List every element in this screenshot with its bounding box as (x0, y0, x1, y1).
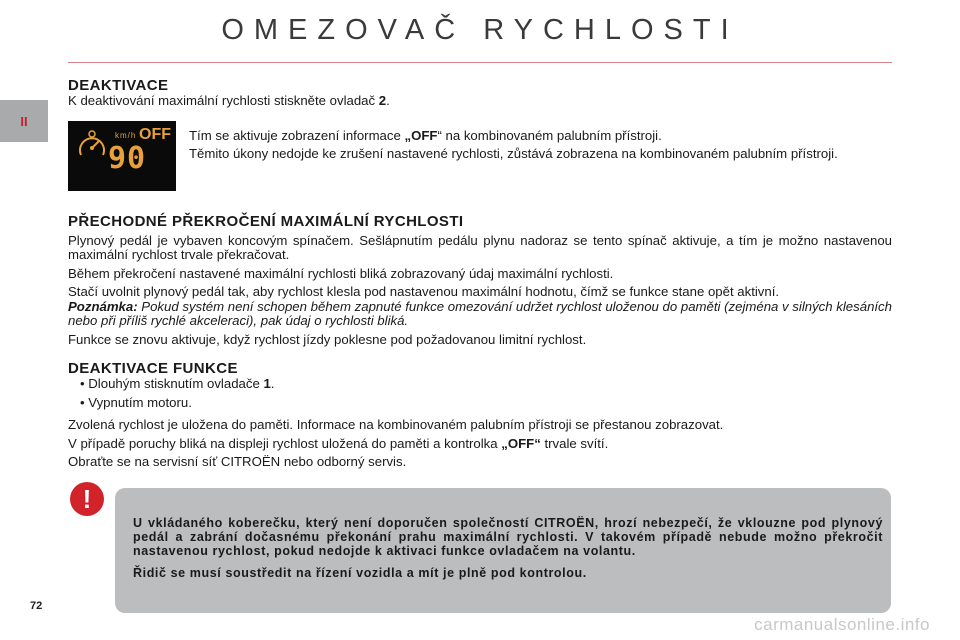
main-content (68, 77, 892, 470)
deaktivace-p1: Tím se aktivuje zobrazení informace „OFF“ na kombinovaném palubním přístroji. (189, 127, 662, 143)
prechodne-p3: Stačí uvolnit plynový pedál tak, aby rychlost klesla pod nastavenou maximální hodnotu, čímž se funkce stane opět aktivní. (68, 284, 780, 299)
warning-icon: ! (70, 482, 104, 516)
section-heading-prechodne: PŘECHODNÉ PŘEKROČENÍ MAXIMÁLNÍ RYCHLOSTI (68, 212, 464, 230)
section-heading-deaktivace: DEAKTIVACE (68, 77, 169, 94)
bullet-item: • Dlouhým stisknutím ovladače 1. (80, 376, 275, 391)
page-number: 72 (30, 600, 43, 612)
deaktivace-funkce-p2: V případě poruchy bliká na displeji rychlost uložená do paměti a kontrolka „OFF“ trvale svítí. (68, 435, 609, 451)
instrument-display (68, 121, 176, 191)
speed-unit-label: km/h (115, 130, 137, 140)
speedometer-icon (75, 129, 109, 163)
page-title: OMEZOVAČ RYCHLOSTI (221, 14, 739, 46)
prechodne-p2: Během překročení nastavené maximální rychlosti bliká zobrazovaný údaj maximální rychlosti. (68, 265, 614, 281)
warning-p2: Řidič se musí soustředit na řízení vozidla a mít je plně pod kontrolou. (133, 566, 587, 580)
deaktivace-description (189, 121, 892, 191)
warning-box (115, 488, 891, 613)
watermark: carmanualsonline.info (754, 615, 930, 634)
section-heading-deaktivace-funkce: DEAKTIVACE FUNKCE (68, 360, 238, 377)
prechodne-p1: Plynový pedál je vybaven koncovým spínačem. Sešlápnutím pedálu plynu nadoraz se tento spínač aktivuje, a tím je možno nastavenou maximální rychlost trvale překračovat. (68, 232, 892, 262)
title-divider (68, 62, 892, 63)
deaktivace-p2: Těmito úkony nedojde ke zrušení nastavené rychlosti, zůstává zobrazena na kombinovaném palubním přístroji. (189, 146, 838, 161)
deaktivace-funkce-p1: Zvolená rychlost je uložena do paměti. Informace na kombinovaném palubním přístroji se přestanou zobrazovat. (68, 417, 724, 432)
deaktivace-intro: K deaktivování maximální rychlosti stiskněte ovladač 2. (68, 93, 390, 108)
off-indicator: OFF (139, 125, 171, 143)
deaktivace-funkce-p3: Obraťte se na servisní síť CITROËN nebo odborný servis. (68, 454, 407, 469)
prechodne-note: Poznámka: Pokud systém není schopen během zapnuté funkce omezování udržet rychlost uloženou do paměti (zejména v silných klesáních nebo při příliš rychlé akceleraci), pak údaj o rychlosti bliká. (68, 298, 892, 328)
prechodne-p4: Funkce se znovu aktivuje, když rychlost jízdy poklesne pod požadovanou limitní rychlost. (68, 331, 587, 347)
chapter-tab: II (0, 100, 48, 142)
deaktivace-display-row (68, 121, 892, 191)
bullet-item: • Vypnutím motoru. (80, 394, 192, 410)
speed-readout: 90 (108, 140, 147, 176)
warning-text (133, 516, 883, 580)
warning-p1: U vkládaného koberečku, který není doporučen společností CITROËN, hrozí nebezpečí, že vklouzne pod plynový pedál a zabrání dočasnému překonání prahu maximální rychlosti. V takovém případě nebude možno překročit nastavenou rychlost, pokud nedojde k aktivaci funkce ovladačem na volantu. (133, 516, 883, 558)
